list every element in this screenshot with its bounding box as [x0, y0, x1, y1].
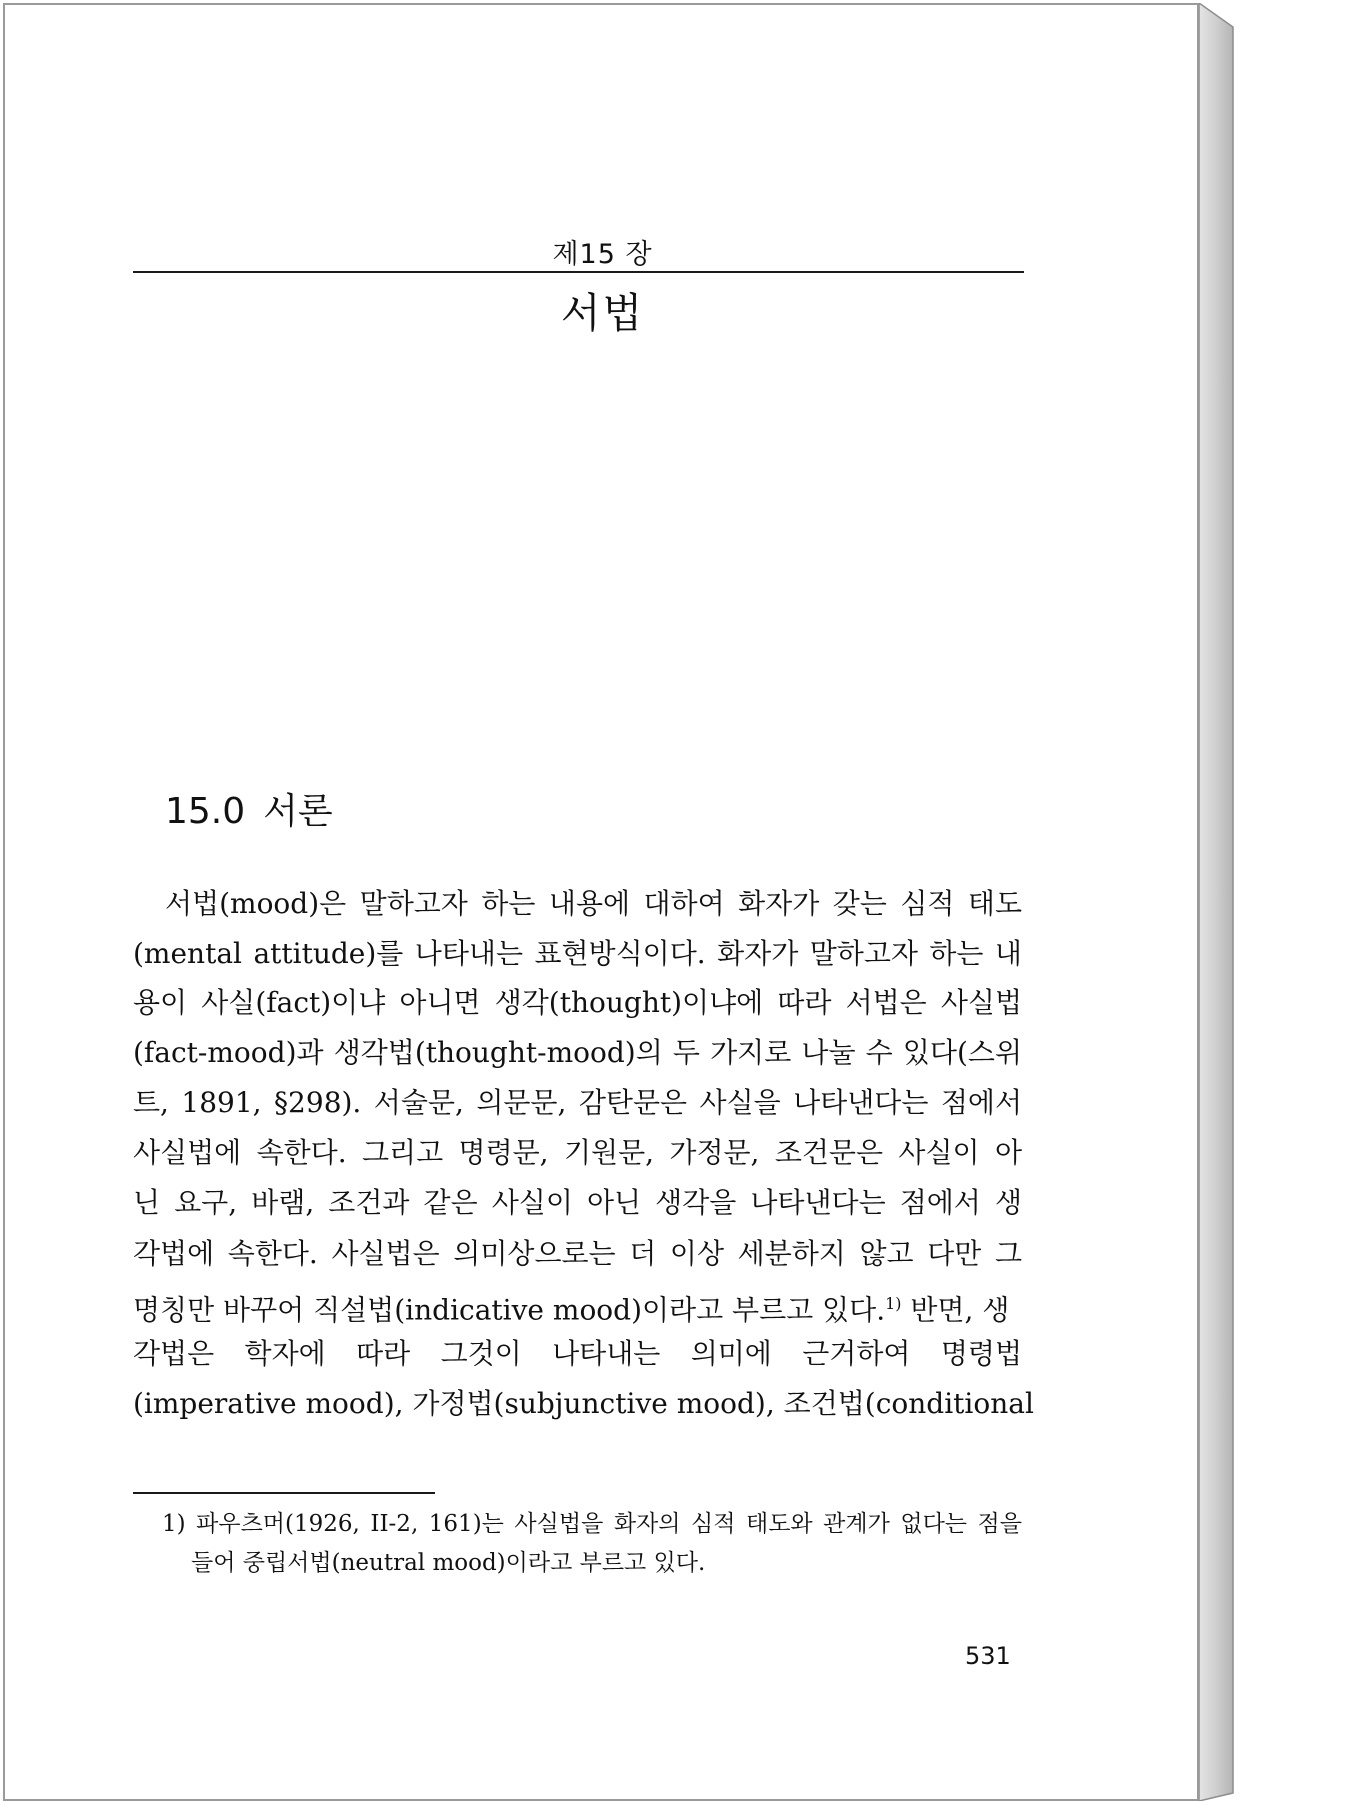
chapter-title: 서법: [560, 289, 645, 337]
body-line: (imperative mood), 가정법(subjunctive mood), 조건법(conditional: [133, 1387, 1034, 1420]
section-heading: [165, 783, 351, 834]
body-line-tail: 반면, 생: [901, 1293, 1010, 1327]
body-line: 닌 요구, 바램, 조건과 같은 사실이 아닌 생각을 나타낸다는 점에서 생: [133, 1186, 1022, 1219]
body-line: 각법은 학자에 따라 그것이 나타내는 의미에 근거하여 명령법: [133, 1337, 1022, 1370]
book-page-edge: [1199, 3, 1235, 1801]
footnote-ref: 1): [885, 1294, 902, 1313]
body-line: [133, 1287, 1022, 1327]
section-number: 15.0: [165, 791, 246, 832]
body-line: 사실법에 속한다. 그리고 명령문, 기원문, 가정문, 조건문은 사실이 아: [133, 1136, 1022, 1169]
body-line: (mental attitude)를 나타내는 표현방식이다. 화자가 말하고자 하는 내: [133, 937, 1022, 970]
body-line: 트, 1891, §298). 서술문, 의문문, 감탄문은 사실을 나타낸다는 점에서: [133, 1086, 1022, 1119]
footnote-text: 1) 파우츠머(1926, II-2, 161)는 사실법을 화자의 심적 태도와 관계가 없다는 점을: [162, 1511, 1022, 1537]
body-line: 용이 사실(fact)이냐 아니면 생각(thought)이냐에 따라 서법은 사실법: [133, 986, 1022, 1019]
chapter-rule: [133, 271, 1024, 273]
book-page: [3, 3, 1199, 1801]
footnote-rule: [133, 1492, 435, 1494]
section-title: 서론: [263, 791, 333, 832]
body-line: 서법(mood)은 말하고자 하는 내용에 대하여 화자가 갖는 심적 태도: [165, 887, 1022, 920]
body-line: (fact-mood)과 생각법(thought-mood)의 두 가지로 나눌 수 있다(스위: [133, 1036, 1022, 1069]
page-number: 531: [965, 1642, 1011, 1670]
body-line-text: 명칭만 바꾸어 직설법(indicative mood)이라고 부르고 있다.: [133, 1293, 886, 1327]
footnote-text: 들어 중립서법(neutral mood)이라고 부르고 있다.: [191, 1550, 706, 1576]
chapter-label: 제15 장: [552, 239, 653, 270]
body-line: 각법에 속한다. 사실법은 의미상으로는 더 이상 세분하지 않고 다만 그: [133, 1237, 1022, 1270]
